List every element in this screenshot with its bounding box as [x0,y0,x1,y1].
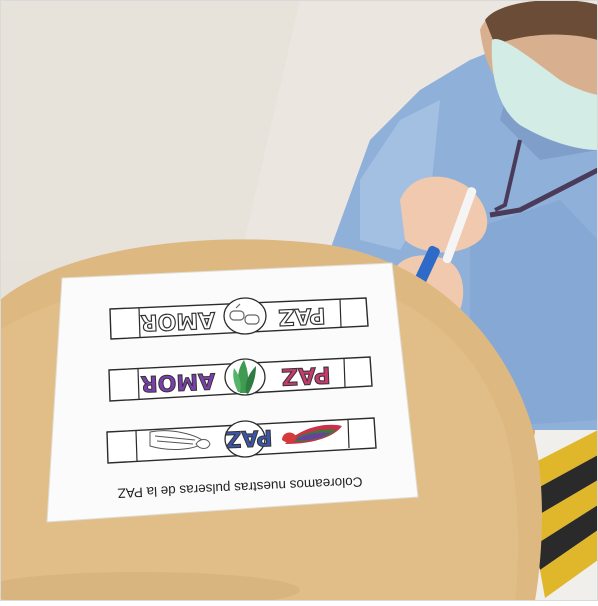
bracelet-2-word-right: AMOR [140,367,216,396]
bracelet-1-word-left: PAZ [277,301,327,330]
bracelet-3-word-left: PAZ [224,423,274,452]
bracelet-1-word-right: AMOR [140,306,216,335]
bracelet-2-word-left: PAZ [280,360,332,390]
worksheet-caption: Coloreamos nuestras pulseras de la PAZ [117,474,363,501]
